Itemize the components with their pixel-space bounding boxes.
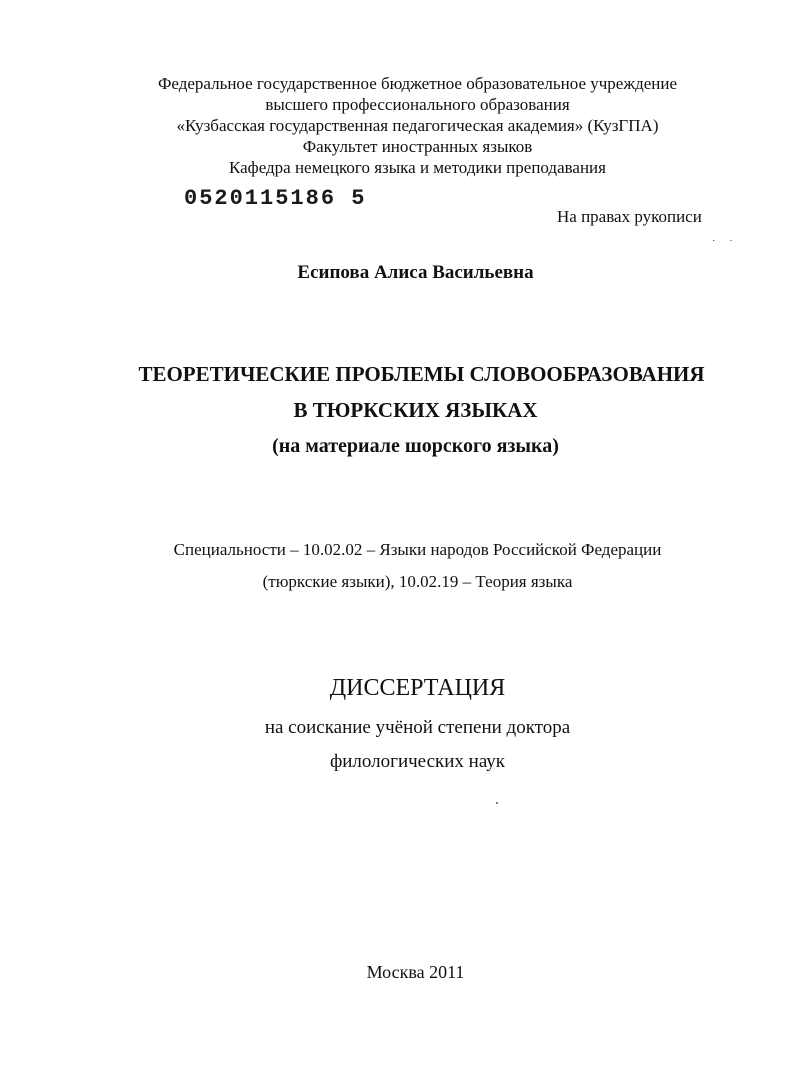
degree-line-2: филологических наук [329, 751, 506, 772]
registration-stamp-number: 0520115186 5 [184, 186, 367, 211]
scan-specks: ·· [712, 236, 747, 247]
author-name: Есипова Алиса Васильевна [297, 262, 534, 283]
institution-line-3: «Кузбасская государственная педагогическая академия» (КузГПА) [176, 116, 659, 135]
rights-note: На правах рукописи [557, 207, 702, 226]
specialties-line-2: (тюркские языки), 10.02.19 – Теория языка [262, 572, 573, 591]
department-line: Кафедра немецкого языка и методики преподавания [229, 158, 606, 177]
specialties-line-1: Специальности – 10.02.02 – Языки народов Российской Федерации [173, 540, 662, 559]
title-line-2: В ТЮРКСКИХ ЯЗЫКАХ [293, 398, 538, 422]
faculty-line: Факультет иностранных языков [302, 137, 533, 156]
work-type-heading: ДИССЕРТАЦИЯ [329, 675, 506, 701]
degree-line-1: на соискание учёной степени доктора [264, 717, 571, 738]
title-line-1: ТЕОРЕТИЧЕСКИЕ ПРОБЛЕМЫ СЛОВООБРАЗОВАНИЯ [138, 362, 705, 386]
institution-line-2: высшего профессионального образования [265, 95, 570, 114]
title-subtitle: (на материале шорского языка) [272, 435, 559, 457]
scan-dot [496, 802, 498, 804]
place-and-year: Москва 2011 [366, 962, 465, 982]
institution-line-1: Федеральное государственное бюджетное образовательное учреждение [157, 74, 678, 93]
